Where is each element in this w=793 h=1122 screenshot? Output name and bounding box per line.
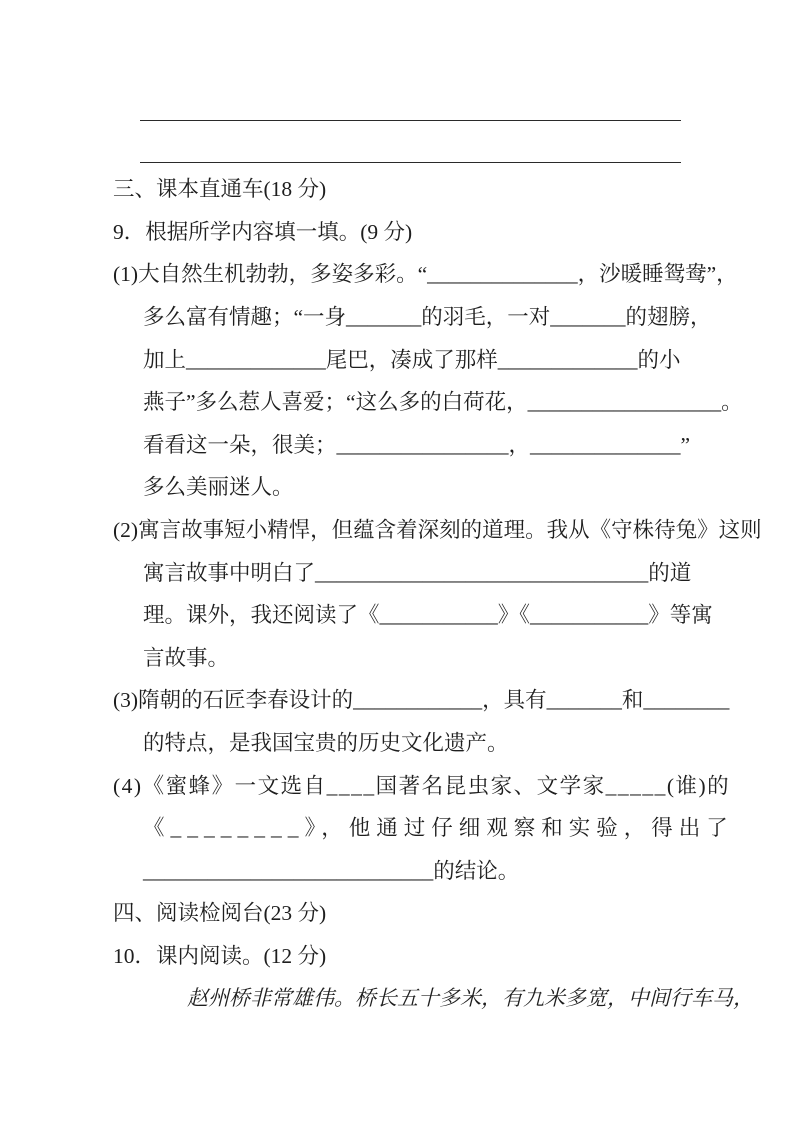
q9-item-3-line-1: (3)隋朝的石匠李春设计的____________，具有_______和________ [113,688,730,713]
blank-answer-line [113,126,685,169]
answer-underline [140,162,681,163]
q9-item-1-line-3: 加上_____________尾巴，凑成了那样_____________的小 [143,347,681,372]
q9-item-4-line-2: 《________》，他通过仔细观察和实验，得出了 [143,816,734,841]
q9-item-4-line-1: (4)《蜜蜂》一文选自____国著名昆虫家、文学家_____(谁)的 [113,773,731,798]
q9-item-1-line-1: (1)大自然生机勃勃，多姿多彩。“______________，沙暖睡鸳鸯”， [113,262,738,287]
reading-passage-line: 赵州桥非常雄伟。桥长五十多米，有九米多宽，中间行车马， [187,986,754,1011]
answer-underline [140,120,681,121]
section-3-heading: 三、课本直通车(18 分) [113,177,327,202]
q9-item-1-line-6: 多么美丽迷人。 [143,475,294,500]
q9-item-1-line-4: 燕子”多么惹人喜爱；“这么多的白荷花，__________________。 [143,390,743,415]
blank-answer-line [113,83,685,126]
q9-item-2-line-4: 言故事。 [143,645,230,670]
q9-item-1-line-2: 多么富有情趣；“一身_______的羽毛，一对_______的翅膀， [143,304,712,329]
question-10-stem: 10．课内阅读。(12 分) [113,943,327,968]
q9-item-3-line-2: 的特点，是我国宝贵的历史文化遗产。 [143,730,509,755]
q9-item-2-line-1: (2)寓言故事短小精悍，但蕴含着深刻的道理。我从《守株待兔》这则 [113,517,762,542]
q9-item-2-line-2: 寓言故事中明白了_______________________________的道 [143,560,692,585]
q9-item-1-line-5: 看看这一朵，很美；________________，______________” [143,432,691,457]
question-9-stem: 9．根据所学内容填一填。(9 分) [113,219,413,244]
q9-item-2-line-3: 理。课外，我还阅读了《___________》《___________》等寓 [143,603,713,628]
section-4-heading: 四、阅读检阅台(23 分) [113,901,327,926]
q9-item-4-line-3: ___________________________的结论。 [143,858,520,883]
